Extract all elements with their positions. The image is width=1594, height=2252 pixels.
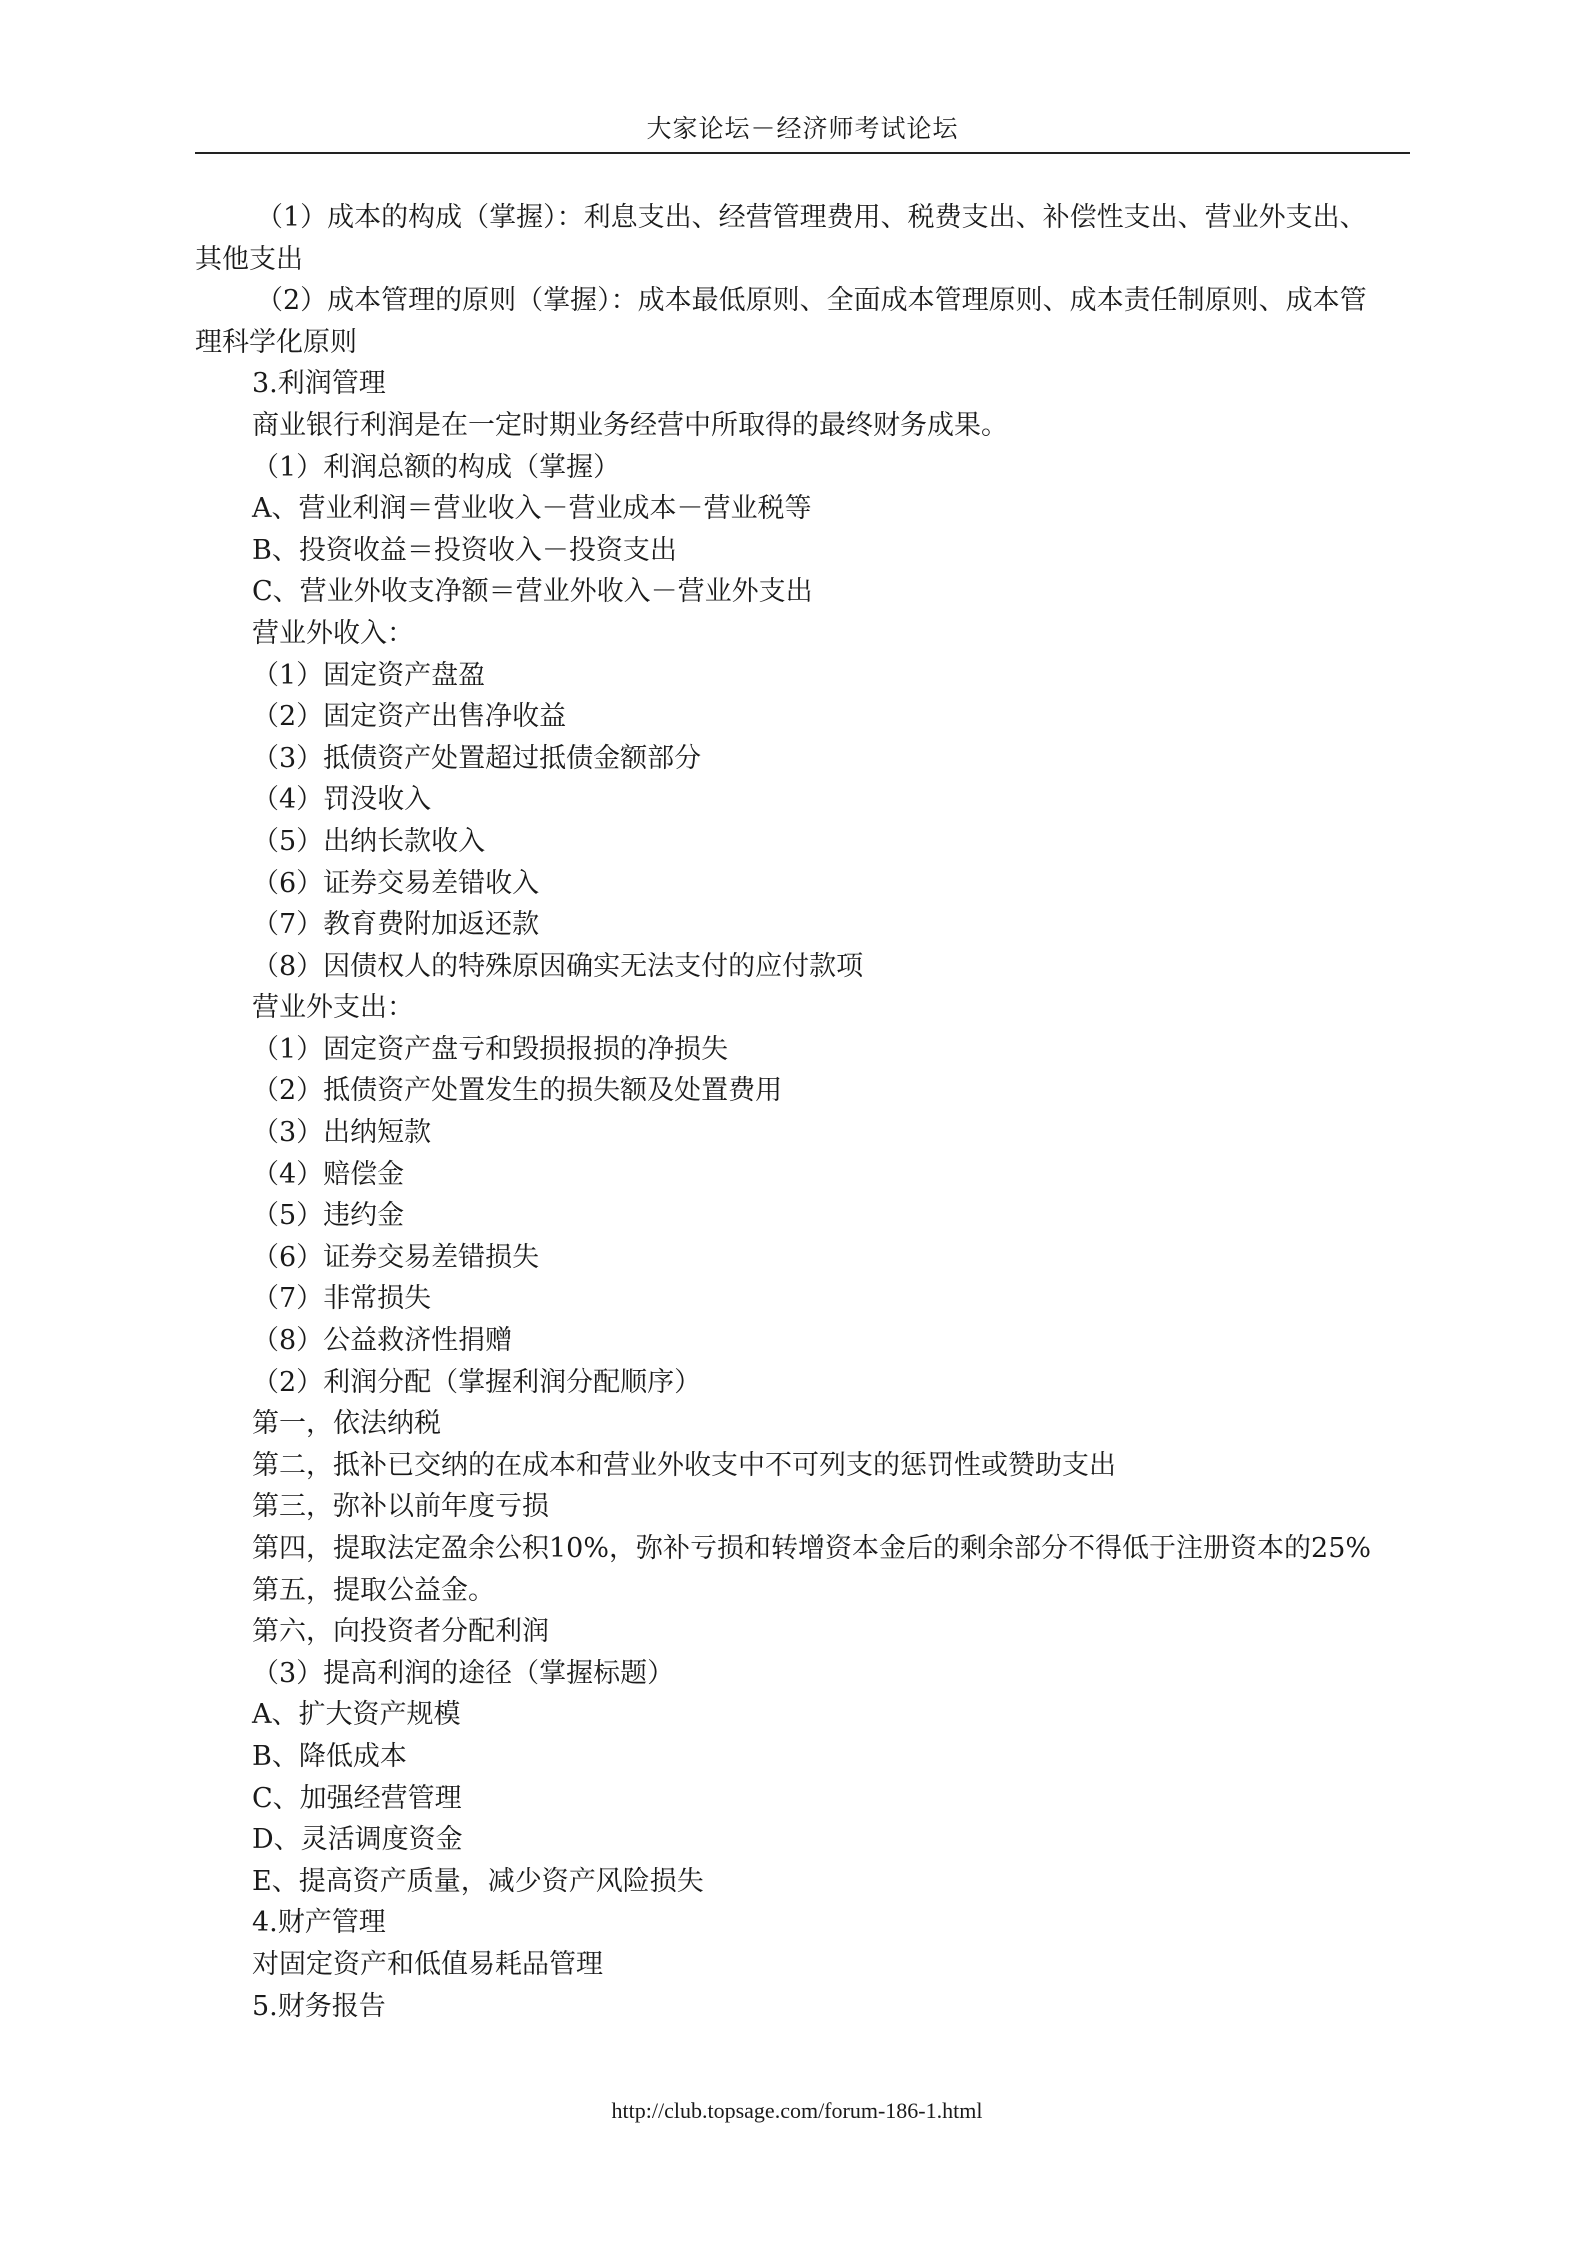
text-line: （6）证券交易差错收入 (252, 867, 540, 899)
text-line: 第二，抵补已交纳的在成本和营业外收支中不可列支的惩罚性或赞助支出 (252, 1449, 1116, 1481)
text-line: （1）固定资产盘亏和毁损报损的净损失 (252, 1033, 729, 1065)
text-line: 商业银行利润是在一定时期业务经营中所取得的最终财务成果。 (252, 409, 1008, 441)
text-line: 第三，弥补以前年度亏损 (252, 1491, 549, 1523)
text-line: （8）公益救济性捐赠 (252, 1325, 513, 1357)
text-line: （6）证券交易差错损失 (252, 1241, 540, 1273)
text-line: （1）成本的构成（掌握）：利息支出、经营管理费用、税费支出、补偿性支出、营业外支出、 (256, 202, 1367, 233)
text-line: E、提高资产质量，减少资产风险损失 (252, 1865, 704, 1897)
text-line: （3）提高利润的途径（掌握标题） (252, 1657, 675, 1689)
text-line: 3.利润管理 (252, 368, 386, 400)
text-line: C、加强经营管理 (252, 1782, 462, 1814)
text-line: 第一，依法纳税 (252, 1408, 441, 1440)
text-line: A、营业利润＝营业收入－营业成本－营业税等 (252, 493, 812, 525)
text-line: 营业外支出： (252, 992, 414, 1024)
text-line: （4）罚没收入 (252, 784, 432, 816)
text-line: （1）利润总额的构成（掌握） (252, 451, 621, 483)
text-line: 其他支出 (195, 243, 303, 275)
text-line: （3）抵债资产处置超过抵债金额部分 (252, 742, 702, 774)
header-divider (195, 152, 1410, 154)
text-line: 对固定资产和低值易耗品管理 (252, 1948, 603, 1980)
text-line: 理科学化原则 (195, 326, 357, 358)
text-line: （7）非常损失 (252, 1283, 432, 1315)
text-line: （2）成本管理的原则（掌握）：成本最低原则、全面成本管理原则、成本责任制原则、成本管 (256, 285, 1367, 317)
text-line: B、投资收益＝投资收入－投资支出 (252, 534, 677, 566)
text-line: （3）出纳短款 (252, 1117, 432, 1149)
text-line: B、降低成本 (252, 1740, 407, 1772)
text-line: （8）因债权人的特殊原因确实无法支付的应付款项 (252, 950, 864, 982)
text-line: （5）出纳长款收入 (252, 825, 486, 857)
document-body (195, 197, 1410, 2027)
text-line: （1）固定资产盘盈 (252, 659, 486, 691)
text-line: （2）利润分配（掌握利润分配顺序） (252, 1366, 702, 1398)
text-line: （5）违约金 (252, 1200, 405, 1232)
text-line: （4）赔偿金 (252, 1158, 405, 1190)
text-line: A、扩大资产规模 (252, 1699, 461, 1731)
text-line: D、灵活调度资金 (252, 1824, 463, 1856)
page-header: 大家论坛－经济师考试论坛 (646, 114, 959, 143)
text-line: 第六，向投资者分配利润 (252, 1616, 549, 1648)
text-line: （7）教育费附加返还款 (252, 909, 540, 941)
text-line: 第五，提取公益金。 (252, 1574, 495, 1606)
text-line: 4.财产管理 (252, 1907, 386, 1939)
text-line: C、营业外收支净额＝营业外收入－营业外支出 (252, 576, 813, 608)
text-line: 5.财务报告 (252, 1990, 386, 2022)
text-line: （2）抵债资产处置发生的损失额及处置费用 (252, 1075, 783, 1107)
page-footer-url[interactable]: http://club.topsage.com/forum-186-1.html (611, 2098, 983, 2123)
text-line: （2）固定资产出售净收益 (252, 701, 567, 733)
text-line: 第四，提取法定盈余公积10%，弥补亏损和转增资本金后的剩余部分不得低于注册资本的25% (252, 1533, 1372, 1564)
text-line: 营业外收入： (252, 617, 414, 649)
